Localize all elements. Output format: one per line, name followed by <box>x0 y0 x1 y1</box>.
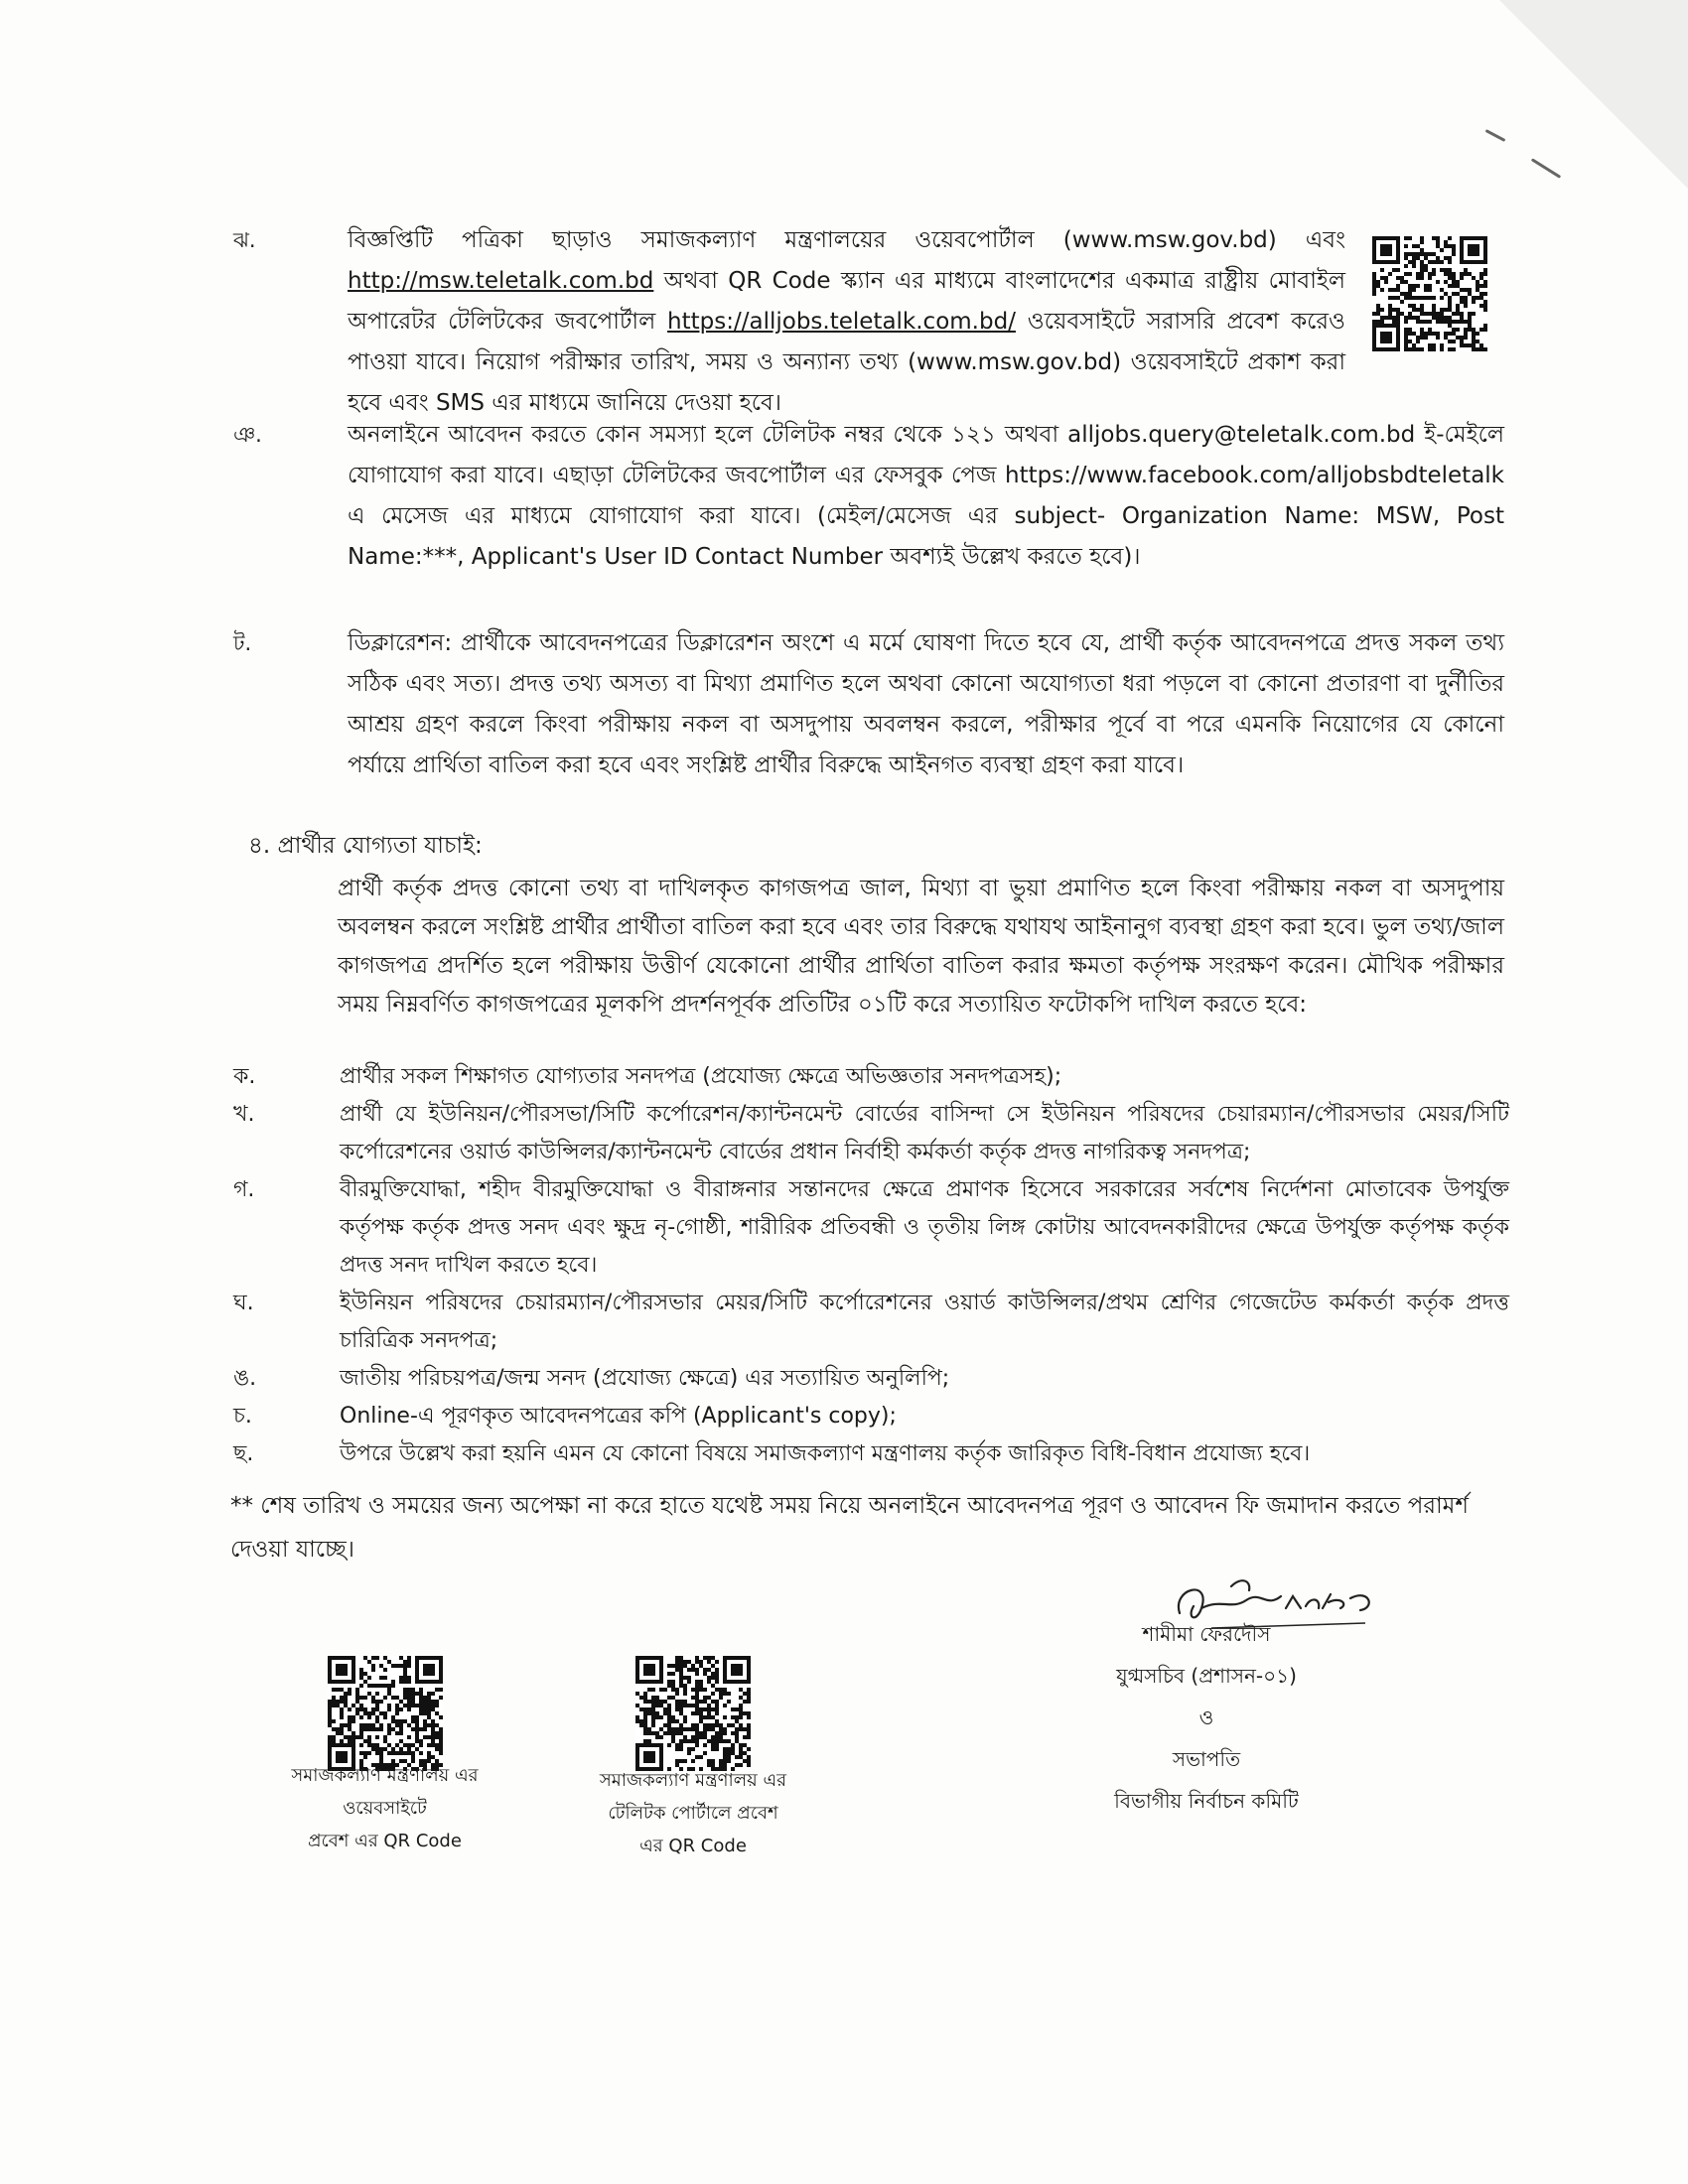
qr-caption-website: সমাজকল্যাণ মন্ত্রণালয় এর ওয়েবসাইটে প্রবেশ এর QR Code <box>291 1765 479 1851</box>
item-text: বিজ্ঞপ্তিটি পত্রিকা ছাড়াও সমাজকল্যাণ মন্ত্রণালয়ের ওয়েবপোর্টাল (www.msw.gov.bd) এবং http://msw.teletalk.com.bd অথবা QR Code স্ক্যান এর মাধ্যমে বাংলাদেশের একমাত্র রাষ্ট্রীয় মোবাইল অপারেটর টেলিটকের জবপোর্টাল https://alljobs.teletalk.com.bd/ ওয়েবসাইটে সরাসরি প্রবেশ করেও পাওয়া যাবে। নিয়োগ পরীক্ষার তারিখ, সময় ও অন্যান্য তথ্য (www.msw.gov.bd) ওয়েবসাইটে প্রকাশ করা হবে এবং SMS এর মাধ্যমে জানিয়ে দেওয়া হবে। <box>348 227 1345 416</box>
list-text: ইউনিয়ন পরিষদের চেয়ারম্যান/পৌরসভার মেয়র/সিটি কর্পোরেশনের ওয়ার্ড কাউন্সিলর/প্রথম শ্রেণির গেজেটেড কর্মকর্তা কর্তৃক প্রদত্ত চারিত্রিক সনদপত্র; <box>340 1291 1509 1353</box>
list-text: জাতীয় পরিচয়পত্র/জন্ম সনদ (প্রযোজ্য ক্ষেত্রে) এর সত্যায়িত অনুলিপি; <box>340 1366 950 1391</box>
qr-code-top[interactable] <box>1372 236 1487 351</box>
section-heading: ৪. প্রার্থীর যোগ্যতা যাচাই: <box>248 833 483 859</box>
list-label: খ. <box>233 1102 255 1127</box>
qr-code-teletalk[interactable] <box>635 1656 751 1771</box>
item-text: অনলাইনে আবেদন করতে কোন সমস্যা হলে টেলিটক নম্বর থেকে ১২১ অথবা alljobs.query@teletalk.com.bd ই-মেইলে যোগাযোগ করা যাবে। এছাড়া টেলিটকের জবপোর্টাল এর ফেসবুক পেজ https://www.facebook.com/alljobsbdteletalk এ মেসেজ এর মাধ্যমে যোগাযোগ করা যাবে। (মেইল/মেসেজ এর subject- Organization Name: MSW, Post Name:***, Applicant's User ID Contact Number অবশ্যই উল্লেখ করতে হবে)। <box>348 422 1504 570</box>
qr-modules <box>1372 236 1487 351</box>
signatory-designation: যুগ্মসচিব (প্রশাসন-০১) <box>1116 1664 1297 1688</box>
advice-note: ** শেষ তারিখ ও সময়ের জন্য অপেক্ষা না করে হাতে যথেষ্ট সময় নিয়ে অনলাইনে আবেদনপত্র পূরণ ও আবেদন ফি জমাদান করতে পরামর্শ দেওয়া যাচ্ছে। <box>230 1493 1470 1563</box>
list-label: ক. <box>233 1064 256 1089</box>
list-item <box>233 1360 1509 1398</box>
list-label: ঙ. <box>233 1366 257 1391</box>
item-ta <box>233 623 1504 786</box>
document-list <box>233 1058 1509 1473</box>
msw-teletalk-link[interactable]: http://msw.teletalk.com.bd <box>348 268 654 294</box>
list-item <box>233 1058 1509 1096</box>
item-label: ট. <box>233 631 252 655</box>
scan-corner-shadow <box>1499 0 1688 189</box>
signatory-conjunction: ও <box>1198 1706 1214 1729</box>
list-item <box>233 1096 1509 1171</box>
list-item <box>233 1171 1509 1285</box>
list-label: ঘ. <box>233 1291 254 1315</box>
list-item <box>233 1435 1509 1473</box>
list-label: চ. <box>233 1404 252 1429</box>
list-item <box>233 1398 1509 1435</box>
item-text: ডিক্লারেশন: প্রার্থীকে আবেদনপত্রের ডিক্লারেশন অংশে এ মর্মে ঘোষণা দিতে হবে যে, প্রার্থী কর্তৃক আবেদনপত্রে প্রদত্ত সকল তথ্য সঠিক এবং সত্য। প্রদত্ত তথ্য অসত্য বা মিথ্যা প্রমাণিত হলে অথবা কোনো অযোগ্যতা ধরা পড়লে বা কোনো প্রতারণা বা দুর্নীতির আশ্রয় গ্রহণ করলে কিংবা পরীক্ষায় নকল বা অসদুপায় অবলম্বন করলে, পরীক্ষার পূর্বে বা পরে এমনকি নিয়োগের যে কোনো পর্যায়ে প্রার্থিতা বাতিল করা হবে এবং সংশ্লিষ্ট প্রার্থীর বিরুদ্ধে আইনগত ব্যবস্থা গ্রহণ করা যাবে। <box>348 630 1504 778</box>
signatory-role: সভাপতি <box>1172 1747 1241 1771</box>
list-text: বীরমুক্তিযোদ্ধা, শহীদ বীরমুক্তিযোদ্ধা ও বীরাঙ্গনার সন্তানদের ক্ষেত্রে প্রমাণক হিসেবে সরকারের সর্বশেষ নির্দেশনা মোতাবেক উপর্যুক্ত কর্তৃপক্ষ কর্তৃক প্রদত্ত সনদ এবং ক্ষুদ্র নৃ-গোষ্ঠী, শারীরিক প্রতিবন্ধী ও তৃতীয় লিঙ্গ কোটায় আবেদনকারীদের ক্ষেত্রে উপর্যুক্ত কর্তৃপক্ষ কর্তৃক প্রদত্ত সনদ দাখিল করতে হবে। <box>340 1177 1509 1278</box>
signatory-name: শামীমা ফেরদৌস <box>1142 1622 1271 1646</box>
item-label: ঝ. <box>233 228 256 252</box>
qr-code-pattern <box>1372 236 1487 351</box>
alljobs-link[interactable]: https://alljobs.teletalk.com.bd/ <box>667 309 1016 335</box>
list-label: গ. <box>233 1177 255 1202</box>
item-jha <box>233 220 1345 424</box>
item-label: ঞ. <box>233 423 262 447</box>
list-text: উপরে উল্লেখ করা হয়নি এমন যে কোনো বিষয়ে সমাজকল্যাণ মন্ত্রণালয় কর্তৃক জারিকৃত বিধি-বিধান প্রযোজ্য হবে। <box>340 1441 1311 1466</box>
qr-modules <box>328 1656 443 1771</box>
list-text: প্রার্থীর সকল শিক্ষাগত যোগ্যতার সনদপত্র (প্রযোজ্য ক্ষেত্রে অভিজ্ঞতার সনদপত্রসহ); <box>340 1064 1062 1089</box>
list-text: Online-এ পূরণকৃত আবেদনপত্রের কপি (Applicant's copy); <box>340 1404 897 1429</box>
section-paragraph: প্রার্থী কর্তৃক প্রদত্ত কোনো তথ্য বা দাখিলকৃত কাগজপত্র জাল, মিথ্যা বা ভুয়া প্রমাণিত হলে কিংবা পরীক্ষায় নকল বা অসদুপায় অবলম্বন করলে সংশ্লিষ্ট প্রার্থীর প্রার্থীতা বাতিল করা হবে এবং তার বিরুদ্ধে যথাযথ আইনানুগ ব্যবস্থা গ্রহণ করা হবে। ভুল তথ্য/জাল কাগজপত্র প্রদর্শিত হলে পরীক্ষায় উত্তীর্ণ যেকোনো প্রার্থীর প্রার্থিতা বাতিল করার ক্ষমতা কর্তৃপক্ষ সংরক্ষণ করেন। মৌখিক পরীক্ষার সময় নিম্নবর্ণিত কাগজপত্রের মূলকপি প্রদর্শনপূর্বক প্রতিটির ০১টি করে সত্যায়িত ফটোকপি দাখিল করতে হবে: <box>338 876 1504 1018</box>
list-text: প্রার্থী যে ইউনিয়ন/পৌরসভা/সিটি কর্পোরেশন/ক্যান্টনমেন্ট বোর্ডের বাসিন্দা সে ইউনিয়ন পরিষদের চেয়ারম্যান/পৌরসভার মেয়র/সিটি কর্পোরেশনের ওয়ার্ড কাউন্সিলর/ক্যান্টনমেন্ট বোর্ডের প্রধান নির্বাহী কর্মকর্তা কর্তৃক প্রদত্ত নাগরিকত্ব সনদপত্র; <box>340 1102 1509 1164</box>
signatory-committee: বিভাগীয় নির্বাচন কমিটি <box>1114 1789 1299 1813</box>
qr-code-pattern <box>635 1656 751 1771</box>
qr-caption-teletalk: সমাজকল্যাণ মন্ত্রণালয় এর টেলিটক পোর্টালে প্রবেশ এর QR Code <box>599 1770 787 1856</box>
qr-code-pattern <box>328 1656 443 1771</box>
item-nya <box>233 415 1504 578</box>
list-label: ছ. <box>233 1441 254 1466</box>
list-item <box>233 1285 1509 1360</box>
qr-modules <box>635 1656 751 1771</box>
qr-code-website[interactable] <box>328 1656 443 1771</box>
signatory-block <box>1077 1613 1336 1822</box>
